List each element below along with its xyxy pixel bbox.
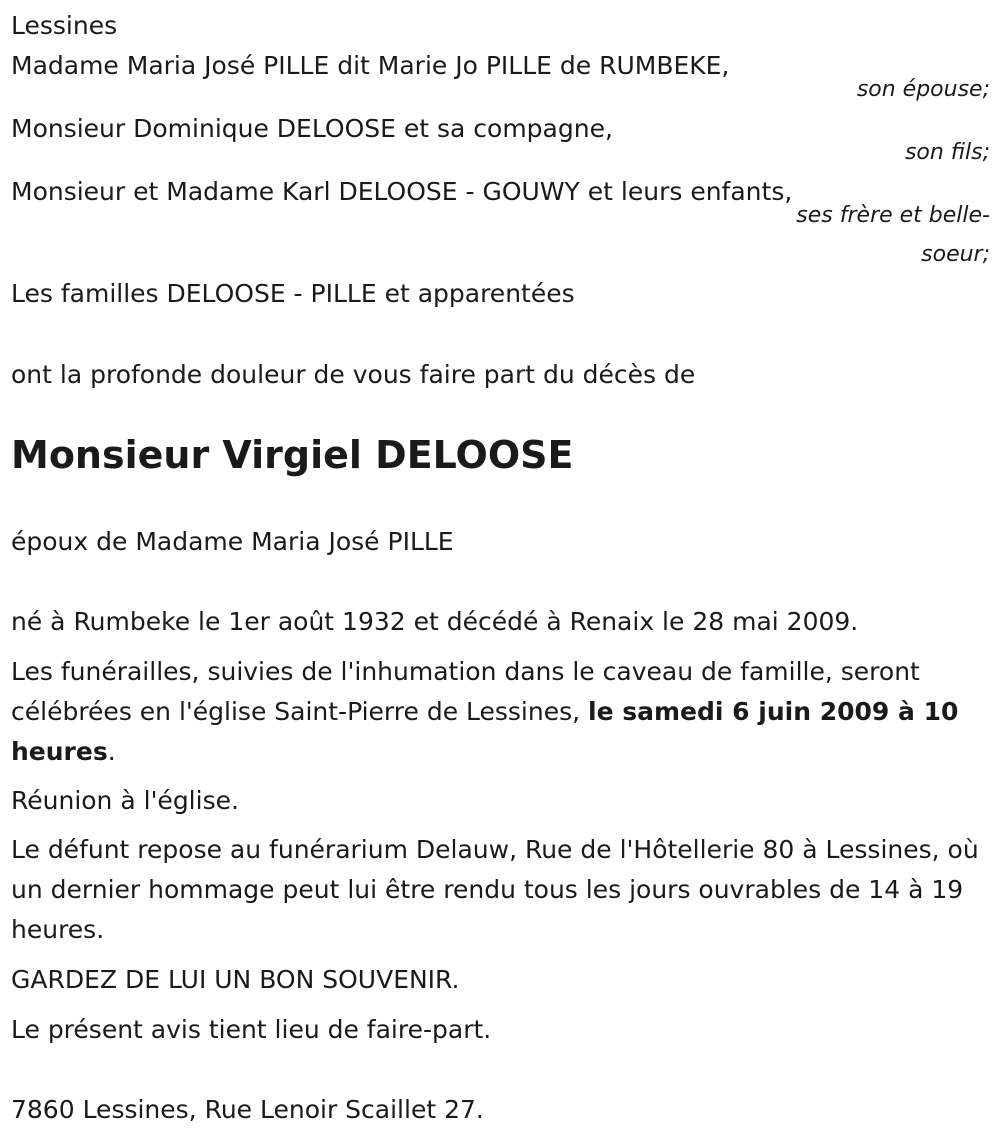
city-line: Lessines	[11, 11, 118, 40]
relation-son: son fils;	[904, 140, 990, 165]
announcement-line: ont la profonde douleur de vous faire part du décès de	[11, 360, 696, 389]
relation-brother-line1: ses frère et belle-	[796, 203, 990, 228]
families-line: Les familles DELOOSE - PILLE et apparentées	[11, 279, 575, 308]
family-member-brother: Monsieur et Madame Karl DELOOSE - GOUWY et leurs enfants,	[11, 177, 793, 206]
family-member-spouse: Madame Maria José PILLE dit Marie Jo PILLE de RUMBEKE,	[11, 51, 730, 80]
spouse-line: époux de Madame Maria José PILLE	[11, 527, 454, 556]
funeral-date: le samedi 6 juin 2009 à 10 heures	[11, 697, 959, 766]
funeral-text: Les funérailles, suivies de l'inhumation dans le caveau de famille, seront célébrées en l'église Saint-Pierre de Lessines,	[11, 657, 920, 726]
birth-death-line: né à Rumbeke le 1er août 1932 et décédé à Renaix le 28 mai 2009.	[11, 607, 859, 636]
repose-paragraph: Le défunt repose au funérarium Delauw, Rue de l'Hôtellerie 80 à Lessines, où un dernier hommage peut lui être rendu tous les jours ouvrables de 14 à 19 heures.	[11, 835, 979, 944]
relation-spouse: son épouse;	[856, 77, 990, 102]
family-member-son: Monsieur Dominique DELOOSE et sa compagne,	[11, 114, 613, 143]
remember-line: GARDEZ DE LUI UN BON SOUVENIR.	[11, 965, 460, 994]
meeting-line: Réunion à l'église.	[11, 786, 239, 815]
notice-line: Le présent avis tient lieu de faire-part.	[11, 1015, 492, 1044]
relation-brother-line2: soeur;	[921, 242, 990, 267]
funeral-end: .	[107, 737, 116, 766]
funeral-paragraph	[11, 652, 986, 772]
address-line: 7860 Lessines, Rue Lenoir Scaillet 27.	[11, 1095, 484, 1124]
deceased-name: Monsieur Virgiel DELOOSE	[11, 433, 574, 477]
